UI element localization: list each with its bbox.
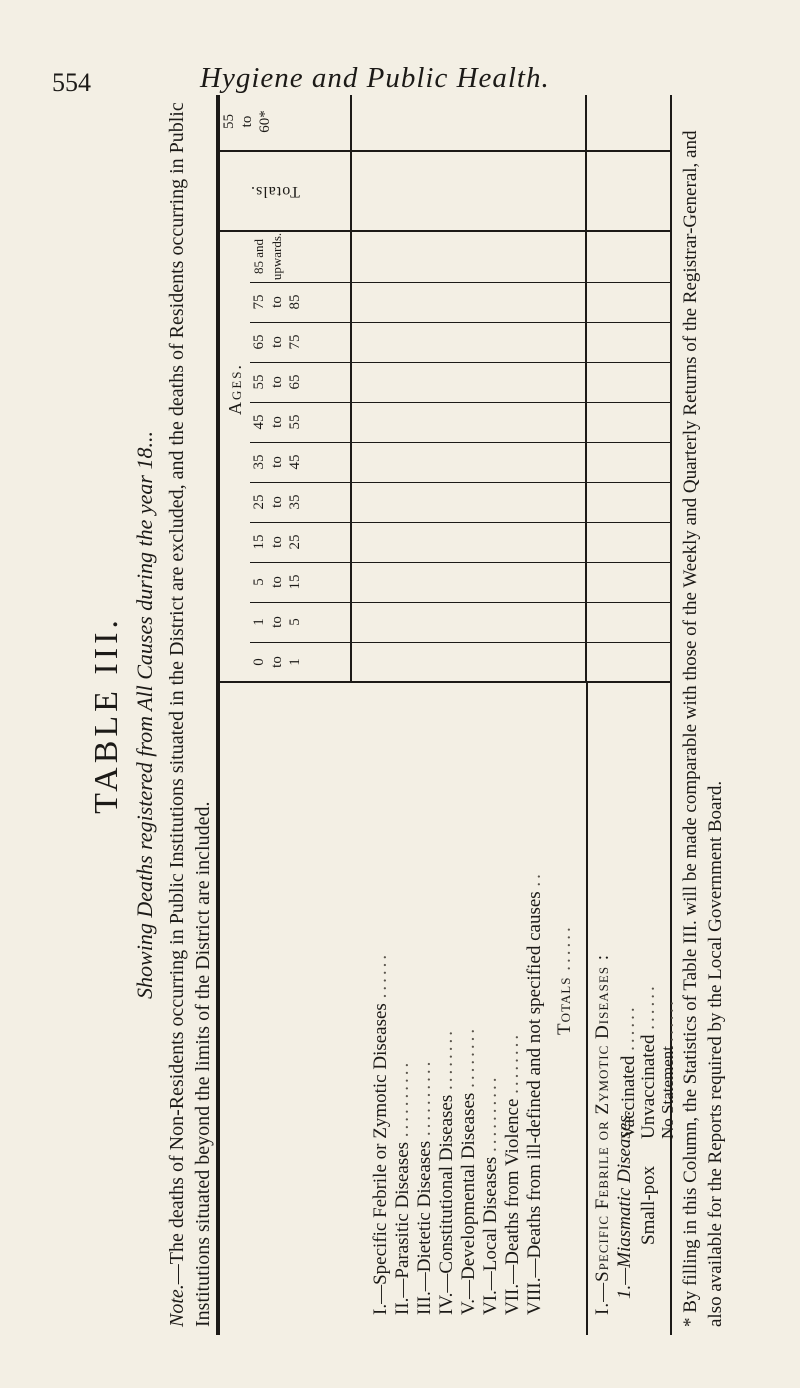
deaths-table [216,95,677,1335]
cause-row: VI.—Local Diseases .......... [480,1074,501,1315]
age-col-header: 75 to 85 [250,282,350,323]
age-col-header: 0 to 1 [250,642,350,683]
age-col-header: 5 to 15 [250,562,350,603]
age-col-header-55-60: 55 to 60* [220,93,350,152]
page-number: 554 [52,68,91,97]
cause-row: VII.—Deaths from Violence ........ [502,1031,523,1315]
cause-row: IV.—Constitutional Diseases ........ [436,1027,457,1315]
age-col-header: 35 to 45 [250,442,350,483]
cause-row: II.—Parasitic Diseases .......... [392,1059,413,1315]
age-col-header: 15 to 25 [250,522,350,563]
column-rule [350,522,670,523]
table-note [164,97,216,1327]
age-col-header: 1 to 5 [250,602,350,643]
column-rule [350,402,670,403]
column-rule [350,482,670,483]
no-statement-option: No Statement ...... [658,998,677,1139]
table-subtitle: Showing Deaths registered from All Causes during the year 18... [132,431,157,999]
age-col-header: 55 to 65 [250,362,350,403]
causes-column [220,681,677,1335]
cause-row: III.—Dietetic Diseases .......... [414,1058,435,1315]
column-rule [350,362,670,363]
column-rule [350,230,670,232]
column-rule [350,602,670,603]
ages-label: Ages. [225,362,245,416]
section-divider [586,683,588,1335]
cause-row: VIII.—Deaths from ill-defined and not specified causes .. [524,871,545,1315]
totals-column-header: Totals. [220,150,350,232]
unvaccinated-option: Unvaccinated ...... [638,983,659,1139]
column-rule [350,442,670,443]
column-rule [350,322,670,323]
column-rule [350,282,670,283]
section-subheading: 1.—Miasmatic Diseases. [614,1110,635,1299]
column-rule [350,562,670,563]
section-heading: I.—Specific Febrile or Zymotic Diseases : [592,953,613,1315]
table-title: TABLE III. [88,616,125,814]
rotated-table-page [88,95,800,1335]
age-col-header: 85 and upwards. [250,231,350,283]
running-head: Hygiene and Public Health. [200,62,550,94]
smallpox-label: Small-pox [638,1165,659,1245]
column-rule [350,150,670,152]
cause-row: V.—Developmental Diseases ........ [458,1025,479,1315]
cause-row: I.—Specific Febrile or Zymotic Diseases ...... [370,951,391,1315]
age-col-header: 45 to 55 [250,402,350,443]
footnote: * By filling in this Column, the Statistics of Table III. will be made comparable with those of the Weekly and Quarterly Returns of the Registrar-General, and also available for the Reports required by the Local Government Board. [680,130,726,1327]
totals-row-rule [585,95,587,683]
age-col-header: 25 to 35 [250,482,350,523]
note-text: —The deaths of Non-Residents occurring in Public Institutions situated in the District are excluded, and the deaths of Residents occurring in Public Institutions situated beyond the limits of the District are included. [166,102,214,1327]
note-label: Note. [166,1284,188,1327]
column-rule [350,642,670,643]
age-col-header: 65 to 75 [250,322,350,363]
totals-row-label: Totals ...... [554,924,575,1035]
vaccinated-option: Vaccinated ...... [618,1004,639,1139]
